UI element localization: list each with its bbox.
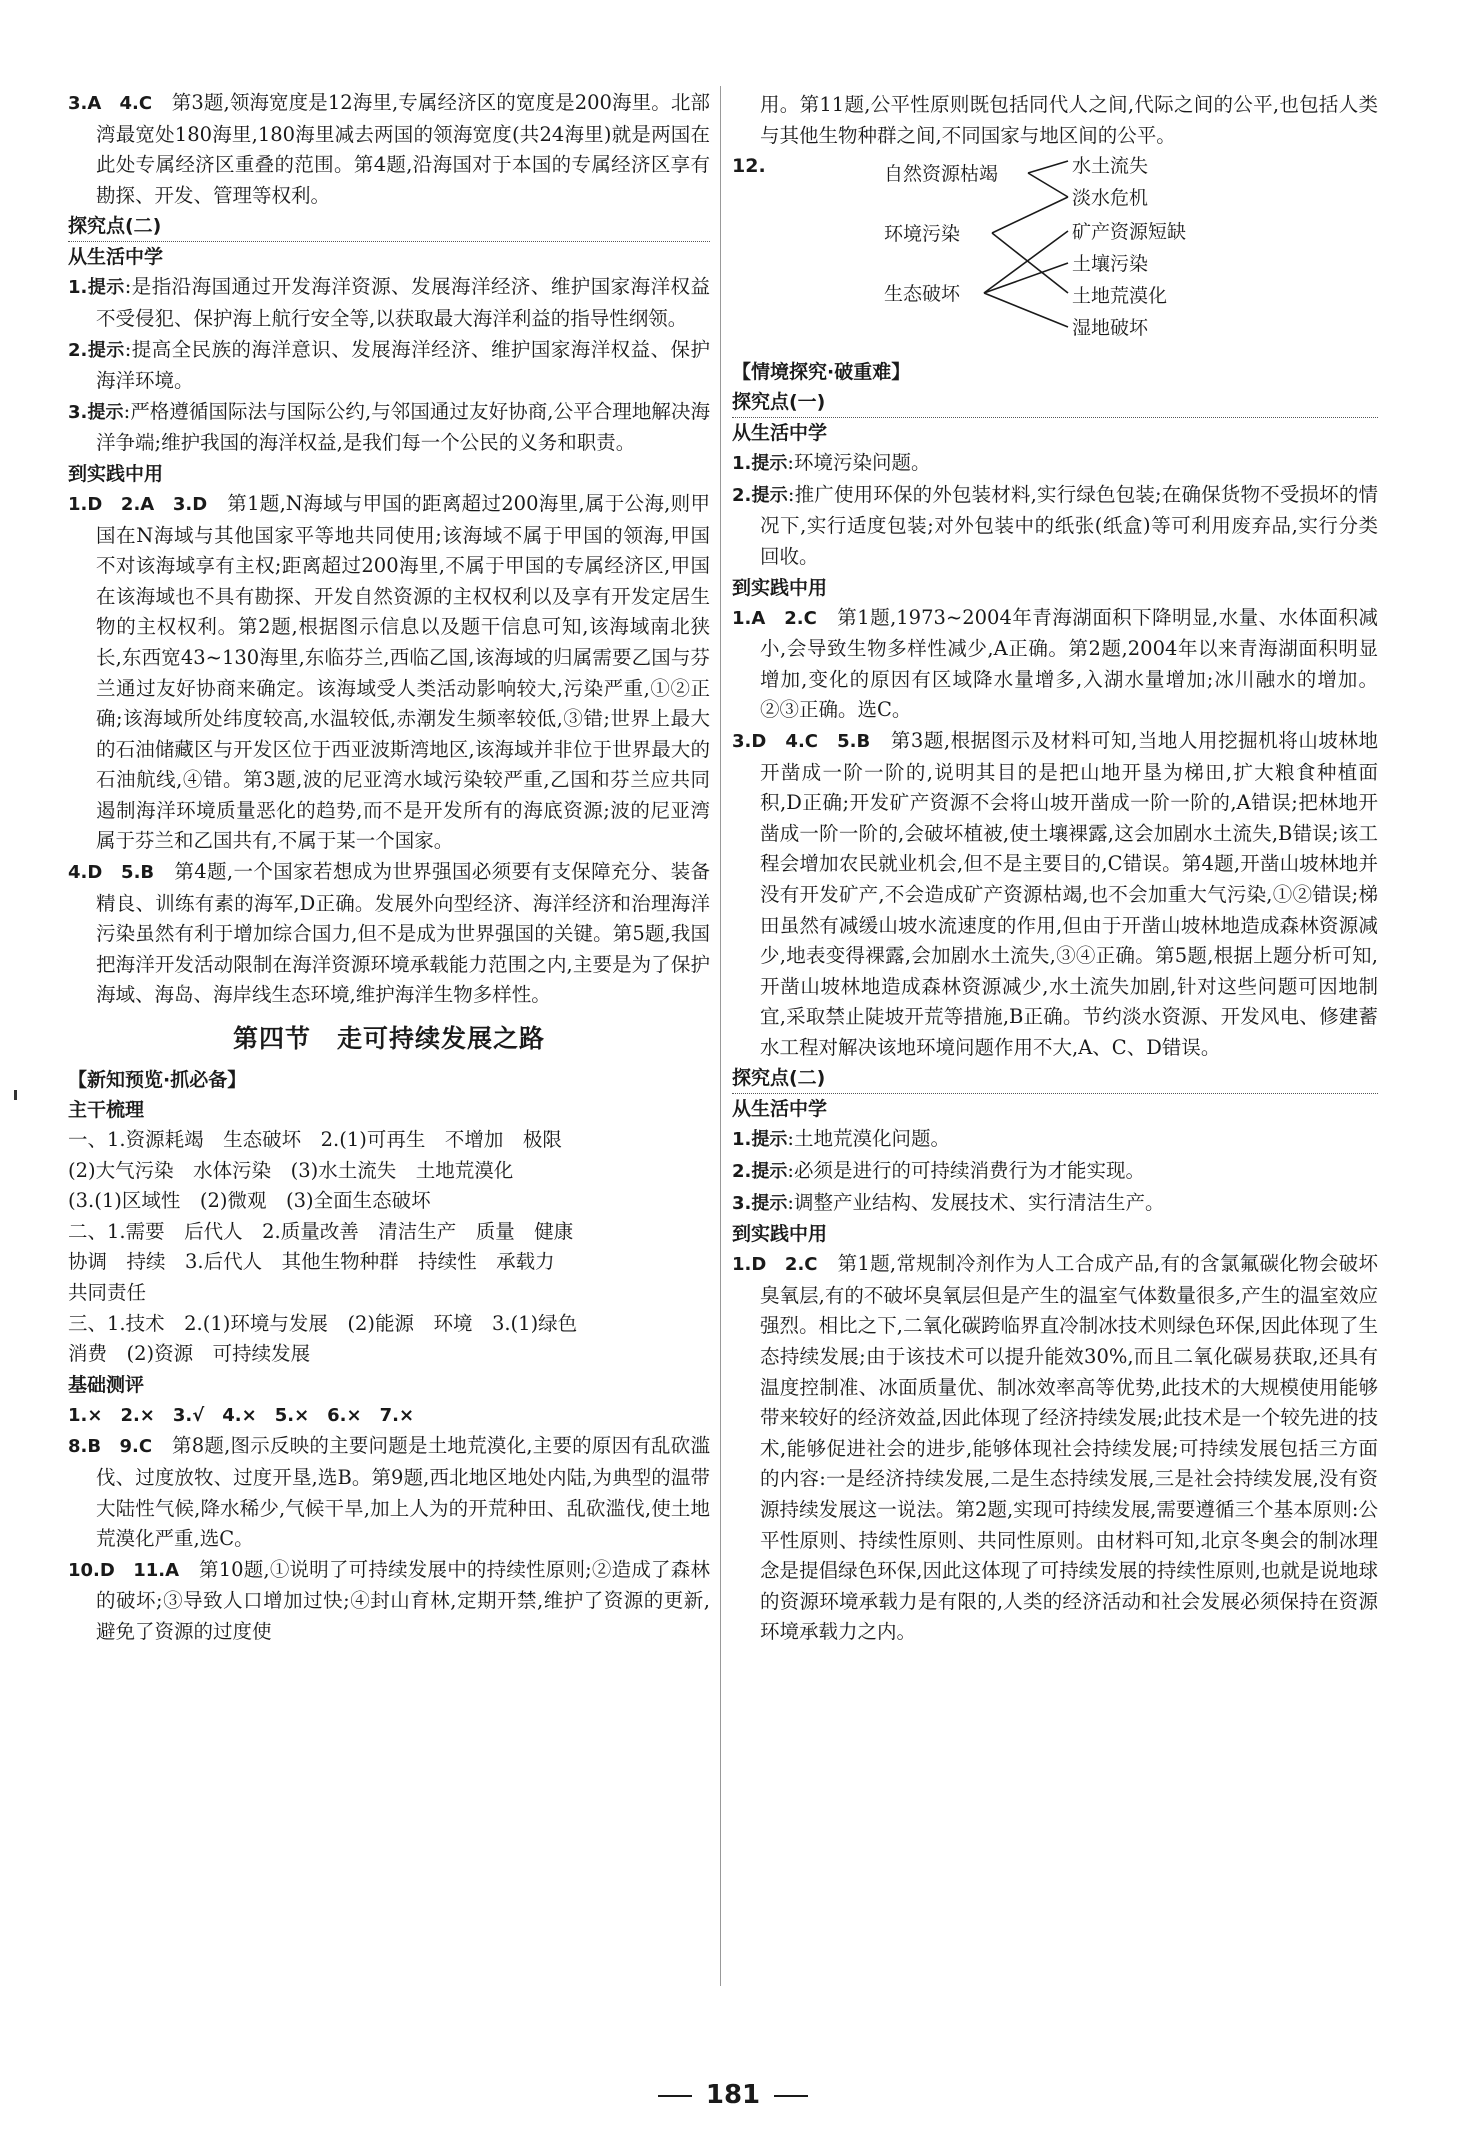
question-12-diagram [732, 151, 1378, 381]
q12-right-label: 土壤污染 [1072, 253, 1149, 276]
outline-line: 一、1.资源耗竭 生态破坏 2.(1)可再生 不增加 极限 [68, 1128, 562, 1152]
right-column [732, 90, 1378, 1648]
left-column [68, 88, 710, 1648]
practice-item: 1.D 2.C 第1题,常规制冷剂作为人工合成产品,有的含氯氟碳化物会破坏臭氧层,有的不破坏臭氧层但是产生的温室气体数量很多,产生的温室效应强烈。相比之下,二氧化碳跨临界直冷制冰技术则绿色环保,因此体现了生态持续发展;由于该技术可以提升能效30%,而且二氧化碳易获取,还具有温度控制准、冰面质量优、制冰效率高等优势,此技术的大规模使用能够带来较好的经济效益,因此体现了经济持续发展;此技术是一个较先进的技术,能够促进社会的进步,能够体现社会持续发展;可持续发展包括三方面的内容:一是经济持续发展,二是生态持续发展,三是社会持续发展,没有资源持续发展这一说法。第2题,实现可持续发展,需要遵循三个基本原则:公平性原则、持续性原则、共同性原则。由材料可知,北京冬奥会的制冰理念是提倡绿色环保,因此这体现了可持续发展的持续性原则,也就是说地球的资源环境承载力是有限的,人类的经济活动和社会发展必须保持在资源环境承载力之内。 [732, 1252, 1378, 1644]
page-number-dash [774, 2095, 808, 2097]
q12-right-label: 湿地破坏 [1072, 317, 1149, 340]
learn-from-life-title: 从生活中学 [732, 1098, 828, 1121]
connector-line [1028, 173, 1068, 197]
outline-line: 消费 (2)资源 可持续发展 [68, 1342, 311, 1366]
q12-connector-lines [732, 151, 1378, 381]
preview-section-title: 【新知预览·抓必备】 [68, 1069, 247, 1092]
continued-text: 用。第11题,公平性原则既包括同代人之间,代际之间的公平,也包括人类与其他生物种群之间,不同国家与地区间的公平。 [760, 93, 1378, 147]
practice-item: 1.A 2.C 第1题,1973~2004年青海湖面积下降明显,水量、水体面积减小,会导致生物多样性减少,A正确。第2题,2004年以来青海湖面积明显增加,变化的原因有区域降水量增多,入湖水量增加;冰川融水的增加。②③正确。选C。 [732, 605, 1378, 722]
outline-line: (3.(1)区域性 (2)微观 (3)全面生态破坏 [68, 1189, 431, 1213]
life-item: 1.提示:土地荒漠化问题。 [732, 1127, 950, 1151]
explore-point-2-title: 探究点(二) [732, 1063, 1378, 1094]
q12-left-label: 环境污染 [884, 223, 961, 246]
outline-line: 协调 持续 3.后代人 其他生物种群 持续性 承载力 [68, 1250, 555, 1274]
practice-item: 3.D 4.C 5.B 第3题,根据图示及材料可知,当地人用挖掘机将山坡林地开凿成一阶一阶的,说明其目的是把山地开垦为梯田,扩大粮食种植面积,D正确;开发矿产资源不会将山坡开凿成一阶一阶的,A错误;把林地开凿成一阶一阶的,会破坏植被,使土壤裸露,这会加剧水土流失,B错误;该工程会增加农民就业机会,但不是主要目的,C错误。第4题,开凿山坡林地并没有开发矿产,不会造成矿产资源枯竭,也不会加重大气污染,①②错误;梯田虽然有减缓山坡水流速度的作用,但由于开凿山坡林地造成森林资源减少,地表变得裸露,会加剧水土流失,③④正确。第5题,根据上题分析可知,开凿山坡林地造成森林资源减少,水土流失加剧,针对这些问题可因地制宜,采取禁止陡坡开荒等措施,B正确。节约淡水资源、开发风电、修建蓄水工程对解决该地环境问题作用不大,A、C、D错误。 [732, 728, 1378, 1059]
outline-line: 共同责任 [68, 1281, 147, 1304]
life-item: 2.提示:提高全民族的海洋意识、发展海洋经济、维护国家海洋权益、保护海洋环境。 [68, 337, 711, 393]
situation-section-title: 【情境探究·破重难】 [732, 361, 911, 384]
connector-line [984, 263, 1068, 293]
outline-line: 二、1.需要 后代人 2.质量改善 清洁生产 质量 健康 [68, 1219, 574, 1243]
practice-item: 4.D 5.B 第4题,一个国家若想成为世界强国必须要有支保障充分、装备精良、训练有素的海军,D正确。发展外向型经济、海洋经济和治理海洋污染虽然有利于增加综合国力,但不是成为世界强国的关键。第5题,我国把海洋开发活动限制在海洋资源环境承载能力范围之内,主要是为了保护海域、海岛、海岸线生态环境,维护海洋生物多样性。 [68, 860, 711, 1007]
learn-from-life-title: 从生活中学 [68, 246, 164, 269]
life-item: 1.提示:是指沿海国通过开发海洋资源、发展海洋经济、维护国家海洋权益不受侵犯、保护海上航行安全等,以获取最大海洋利益的指导性纲领。 [68, 275, 711, 330]
margin-mark [14, 1090, 17, 1100]
q12-right-label: 淡水危机 [1072, 187, 1149, 210]
q12-left-label: 生态破坏 [884, 283, 961, 306]
explore-point-1-title: 探究点(一) [732, 387, 1378, 418]
learn-from-life-title: 从生活中学 [732, 422, 828, 445]
outline-line: 三、1.技术 2.(1)环境与发展 (2)能源 环境 3.(1)绿色 [68, 1311, 578, 1335]
life-item: 2.提示:推广使用环保的外包装材料,实行绿色包装;在确保货物不受损坏的情况下,实行适度包装;对外包装中的纸张(纸盒)等可利用废弃品,实行分类回收。 [732, 482, 1379, 568]
apply-in-practice-title: 到实践中用 [732, 1223, 828, 1246]
true-false-answers: 1.× 2.× 3.√ 4.× 5.× 6.× 7.× [68, 1404, 415, 1426]
test-item: 8.B 9.C 第8题,图示反映的主要问题是土地荒漠化,主要的原因有乱砍滥伐、过度放牧、过度开垦,选B。第9题,西北地区地处内陆,为典型的温带大陆性气候,降水稀少,气候干旱,加上人为的开荒种田、乱砍滥伐,使土地荒漠化严重,选C。 [68, 1434, 710, 1551]
life-item: 2.提示:必须是进行的可持续消费行为才能实现。 [732, 1159, 1145, 1183]
apply-in-practice-title: 到实践中用 [732, 576, 828, 599]
q12-right-label: 水土流失 [1072, 155, 1149, 178]
column-divider [720, 86, 721, 1986]
test-item: 10.D 11.A 第10题,①说明了可持续发展中的持续性原则;②造成了森林的破坏;③导致人口增加过快;④封山育林,定期开禁,维护了资源的更新,避免了资源的过度使 [68, 1557, 710, 1643]
answer-3-4: 3.A 4.C 第3题,领海宽度是12海里,专属经济区的宽度是200海里。北部湾最宽处180海里,180海里减去两国的领海宽度(共24海里)就是两国在此处专属经济区重叠的范围。第4题,沿海国对于本国的专属经济区享有勘探、开发、管理等权利。 [68, 91, 710, 207]
q12-right-label: 土地荒漠化 [1072, 285, 1168, 308]
q12-left-label: 自然资源枯竭 [884, 163, 999, 186]
life-item: 1.提示:环境污染问题。 [732, 451, 931, 475]
page-number: 181 [0, 2080, 1466, 2110]
explore-point-2-title: 探究点(二) [68, 211, 710, 242]
basic-test-title: 基础测评 [68, 1373, 145, 1396]
connector-line [992, 233, 1068, 293]
life-item: 3.提示:调整产业结构、发展技术、实行清洁生产。 [732, 1190, 1165, 1214]
connector-line [992, 197, 1068, 233]
practice-item: 1.D 2.A 3.D 第1题,N海域与甲国的距离超过200海里,属于公海,则甲国在N海域与其他国家平等地共同使用;该海域不属于甲国的领海,甲国不对该海域享有主权;距离超过200海里,不属于甲国的专属经济区,甲国在该海域也不具有勘探、开发自然资源的主权权利以及享有开发定居生物的主权权利。第2题,根据图示信息以及题干信息可知,该海域南北狭长,东西宽43~130海里,东临芬兰,西临乙国,该海域的归属需要乙国与芬兰通过友好协商来确定。该海域受人类活动影响较大,污染严重,①②正确;该海域所处纬度较高,水温较低,赤潮发生频率较低,③错;世界上最大的石油储藏区与开发区位于西亚波斯湾地区,该海域并非位于世界最大的石油航线,④错。第3题,波的尼亚湾水域污染较严重,乙国和芬兰应共同遏制海洋环境质量恶化的趋势,而不是开发所有的海底资源;波的尼亚湾属于芬兰和乙国共有,不属于某一个国家。 [68, 491, 710, 853]
connector-line [1028, 161, 1068, 173]
page-number-dash [658, 2095, 692, 2097]
apply-in-practice-title: 到实践中用 [68, 462, 164, 485]
outline-title: 主干梳理 [68, 1099, 145, 1122]
q12-number: 12. [732, 155, 766, 178]
q12-right-label: 矿产资源短缺 [1072, 221, 1187, 244]
life-item: 3.提示:严格遵循国际法与国际公约,与邻国通过友好协商,公平合理地解决海洋争端;维护我国的海洋权益,是我们每一个公民的义务和职责。 [68, 399, 711, 455]
chapter-title: 第四节 走可持续发展之路 [232, 1024, 545, 1054]
connector-line [984, 293, 1068, 327]
outline-line: (2)大气污染 水体污染 (3)水土流失 土地荒漠化 [68, 1158, 514, 1182]
